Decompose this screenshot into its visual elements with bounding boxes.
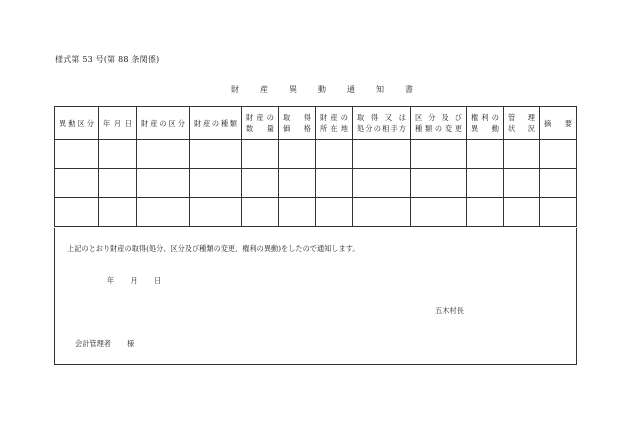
asset-change-table [54, 106, 577, 227]
table-cell [99, 198, 137, 227]
table-cell [467, 198, 504, 227]
table-cell [190, 169, 242, 198]
table-cell [242, 169, 279, 198]
table-cell [55, 198, 99, 227]
header-text: 財産の [320, 113, 348, 122]
header-text: 要 [564, 118, 572, 128]
column-header [137, 107, 190, 140]
table-cell [242, 198, 279, 227]
header-text: 摘 [544, 118, 552, 128]
column-header [467, 107, 504, 140]
header-text: 権利の [471, 113, 499, 122]
header-text: 財産の区分 [141, 118, 185, 128]
table-cell [316, 198, 353, 227]
mayor-signature: 五木村長 [435, 306, 464, 315]
header-text: 所在地 [320, 124, 348, 133]
header-text: 種類の変更 [415, 124, 462, 133]
header-text: 量 [266, 124, 274, 133]
title-char: 知 [376, 85, 384, 94]
header-text: 状 [508, 124, 516, 133]
year-label: 年 [107, 276, 115, 285]
header-text: 況 [527, 124, 535, 133]
title-char: 動 [318, 85, 326, 94]
table-cell [467, 140, 504, 169]
column-header [316, 107, 353, 140]
header-text: 異 [471, 124, 479, 133]
header-text: 価 [283, 124, 291, 133]
table-row [55, 140, 577, 169]
table-cell [99, 140, 137, 169]
table-cell [504, 140, 540, 169]
column-header [55, 107, 99, 140]
title-char: 通 [347, 85, 355, 94]
header-text: 動 [491, 124, 499, 133]
form-number: 様式第 53 号(第 88 条関係) [55, 55, 160, 64]
header-text: 取 [283, 113, 291, 122]
table-cell [353, 169, 411, 198]
table-cell [411, 169, 467, 198]
table-cell [279, 140, 316, 169]
table-cell [190, 140, 242, 169]
table-cell [55, 140, 99, 169]
table-cell [55, 169, 99, 198]
table-cell [353, 140, 411, 169]
date-line [107, 276, 161, 286]
table-cell [316, 169, 353, 198]
month-label: 月 [130, 276, 138, 285]
document-title [231, 84, 434, 95]
header-text: 理 [527, 113, 535, 122]
header-text: 処分の相手方 [357, 124, 406, 133]
header-text: 得 [303, 113, 311, 122]
table-cell [99, 169, 137, 198]
table-cell [540, 169, 577, 198]
title-char: 異 [289, 85, 297, 94]
table-cell [137, 169, 190, 198]
header-text: 区分及び [415, 113, 462, 122]
column-header [411, 107, 467, 140]
header-text: 管 [508, 113, 516, 122]
addressee [75, 339, 134, 349]
table-cell [411, 198, 467, 227]
notice-text: 上記のとおり財産の取得(処分、区分及び種類の変更、権利の異動)をしたので通知します。 [67, 244, 360, 253]
header-text: 財産の種類 [194, 118, 237, 128]
table-row [55, 198, 577, 227]
table-cell [504, 169, 540, 198]
column-header [99, 107, 137, 140]
header-text: 格 [303, 124, 311, 133]
title-char: 産 [260, 85, 268, 94]
table-row [55, 169, 577, 198]
addressee-name: 会計管理者 [75, 339, 111, 348]
title-char: 財 [231, 85, 239, 94]
table-cell [137, 140, 190, 169]
table-cell [540, 140, 577, 169]
header-text: 数 [246, 124, 254, 133]
addressee-honorific: 様 [126, 339, 135, 348]
column-header [190, 107, 242, 140]
table-cell [242, 140, 279, 169]
column-header [279, 107, 316, 140]
table-cell [411, 140, 467, 169]
header-text: 取得又は [357, 113, 406, 122]
header-text: 年月日 [103, 118, 132, 128]
table-cell [467, 169, 504, 198]
column-header [353, 107, 411, 140]
table-cell [190, 198, 242, 227]
notice-section [54, 228, 577, 365]
table-cell [540, 198, 577, 227]
header-text: 財産の [246, 113, 274, 122]
table-cell [504, 198, 540, 227]
table-cell [137, 198, 190, 227]
column-header [504, 107, 540, 140]
table-cell [316, 140, 353, 169]
day-label: 日 [154, 276, 162, 285]
header-text: 異動区分 [59, 118, 94, 128]
column-header [242, 107, 279, 140]
table-cell [353, 198, 411, 227]
column-header [540, 107, 577, 140]
table-cell [279, 169, 316, 198]
table-cell [279, 198, 316, 227]
title-char: 書 [405, 85, 413, 94]
